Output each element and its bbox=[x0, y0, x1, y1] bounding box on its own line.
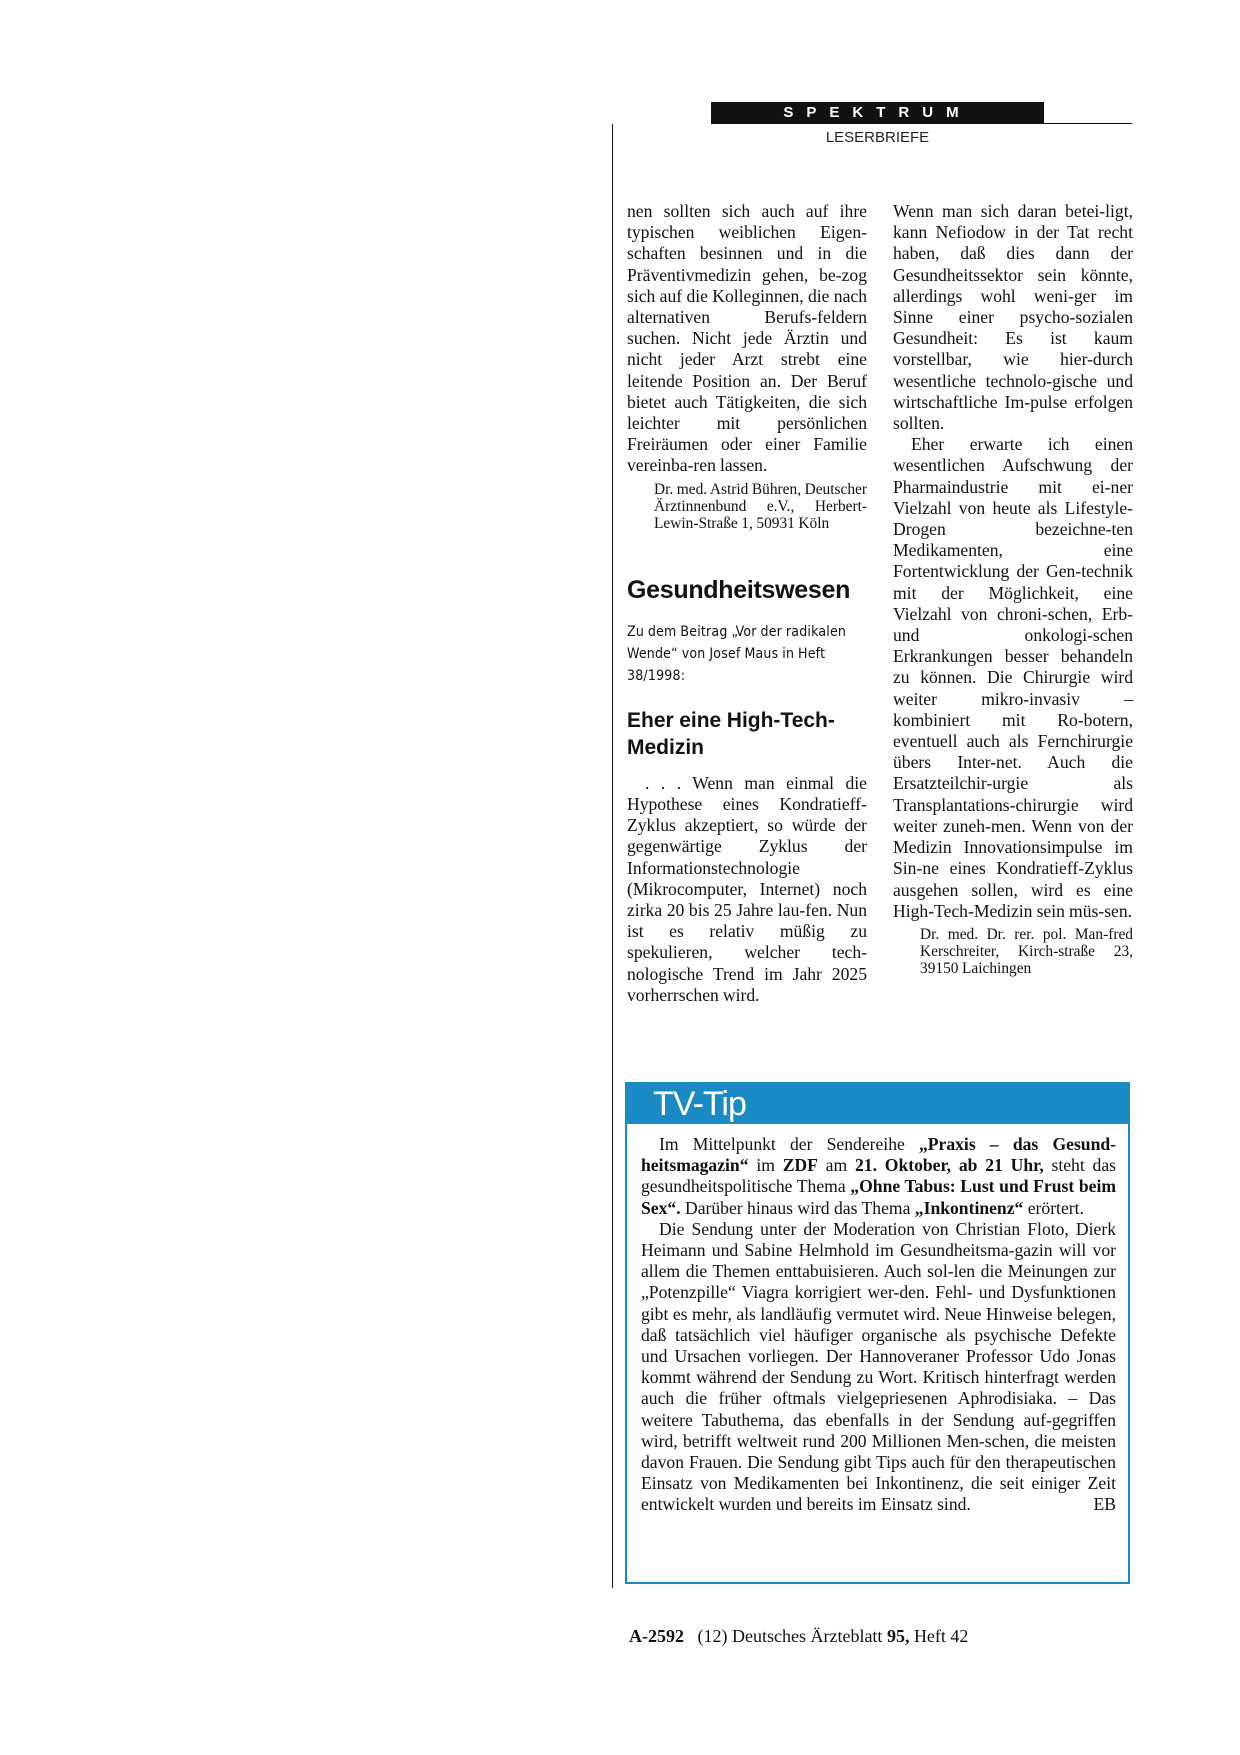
section-header-bar: SPEKTRUM bbox=[711, 102, 1044, 123]
text-run: Darüber hinaus wird das Thema bbox=[680, 1197, 915, 1218]
broadcast-time: 21. Oktober, ab 21 Uhr, bbox=[854, 1155, 1044, 1176]
author-initials: EB bbox=[1093, 1494, 1116, 1515]
letter-body-text: . . . Wenn man einmal die Hypothese eines Kondratieff-Zyklus akzeptiert, so würde der gegenwärtige Zyklus der Informationstechnologie (Mikrocomputer, Internet) noch zirka 20 bis 25 Jahre lau-fen. Nun ist es relativ müßig zu spekulieren, welcher tech-nologische Trend im Jahr 2025 vorherrschen wird. bbox=[627, 772, 867, 1005]
text-run: Im Mittelpunkt der Sendereihe bbox=[659, 1134, 919, 1154]
channel-name: ZDF bbox=[782, 1155, 818, 1176]
reference-note: Zu dem Beitrag „Vor der radikalen Wende“ von Josef Maus in Heft 38/1998: bbox=[627, 623, 847, 684]
journal-issue-suffix: Heft 42 bbox=[909, 1626, 969, 1646]
journal-volume: 95, bbox=[886, 1626, 910, 1646]
tv-tip-box bbox=[625, 1082, 1130, 1584]
letter-paragraph: Eher erwarte ich einen wesentlichen Aufschwung der Pharmaindustrie mit ei-ner Vielzahl von heute als Lifestyle-Drogen bezeichne-ten Medikamenten, eine Fortentwicklung der Gen-technik mit der Möglichkeit, eine Vielzahl von chroni-schen, Erb- und onkologi-schen Erkrankungen besser behandeln zu können. Die Chirurgie wird weiter mikro-invasiv – kombiniert mit Ro-botern, eventuell auch als Fernchirurgie übers Inter-net. Auch die Ersatzteilchir-urgie als Transplantations-chirurgie wird weiter zuneh-men. Wenn von der Medizin Innovationsimpulse im Sin-ne eines Kondratieff-Zyklus ausgehen sollen, wird es eine High-Tech-Medizin sein müs-sen. bbox=[893, 434, 1133, 921]
tv-tip-paragraph bbox=[641, 1134, 1116, 1219]
letter-continuation-text: nen sollten sich auch auf ihre typischen weiblichen Eigen-schaften besinnen und in die Präventivmedizin gehen, be-zog sich auf die Kolleginnen, die nach alternativen Berufs-feldern suchen. Nicht jede Ärztin und nicht jeder Arzt strebt eine leitende Position an. Der Beruf bietet auch Tätigkeiten, die sich leichter mit persönlichen Freiräumen oder einer Familie vereinba-ren lassen. bbox=[627, 201, 867, 476]
section-heading: Gesundheitswesen bbox=[627, 575, 851, 604]
subsection-label: LESERBRIEFE bbox=[825, 129, 930, 146]
letter-signature: Dr. med. Dr. rer. pol. Man-fred Kerschreiter, Kirch-straße 23, 39150 Laichingen bbox=[920, 925, 1133, 977]
journal-issue-prefix: (12) Deutsches Ärzteblatt bbox=[697, 1626, 887, 1646]
letter-title: Eher eine High-Tech-Medizin bbox=[627, 708, 835, 759]
tv-tip-body bbox=[641, 1134, 1116, 1516]
topic-title: „Inkontinenz“ bbox=[914, 1197, 1024, 1218]
text-run: erörtert. bbox=[1023, 1197, 1084, 1218]
column-divider bbox=[612, 124, 613, 1588]
header-rule bbox=[711, 123, 1132, 124]
left-column bbox=[627, 201, 867, 1006]
tv-tip-paragraph bbox=[641, 1219, 1116, 1516]
text-run: im bbox=[748, 1155, 783, 1176]
text-run: am bbox=[817, 1155, 855, 1176]
text-run: steht das gesundheitspolitische Thema bbox=[641, 1155, 1116, 1197]
topic-title: „Ohne Tabus: Lust und Frust beim Sex“. bbox=[641, 1176, 1116, 1218]
tv-tip-header bbox=[627, 1084, 1128, 1124]
page-number: A-2592 bbox=[629, 1626, 684, 1646]
tv-tip-title: TV-Tip bbox=[653, 1085, 746, 1123]
letter-paragraph: Wenn man sich daran betei-ligt, kann Nefiodow in der Tat recht haben, daß dies dann der Gesundheitssektor sein könnte, allerdings wohl weni-ger im Sinne einer psycho-sozialen Gesundheit: Es ist kaum vorstellbar, wie hier-durch wesentliche technolo-gische und wirtschaftliche Im-pulse erfolgen sollten. bbox=[893, 201, 1133, 434]
page-footer bbox=[629, 1626, 968, 1647]
program-name: „Praxis – das Gesund-heitsmagazin“ bbox=[641, 1134, 1116, 1176]
letter-signature: Dr. med. Astrid Bühren, Deutscher Ärztinnenbund e.V., Herbert-Lewin-Straße 1, 50931 Köln bbox=[654, 480, 867, 532]
text-run: Die Sendung unter der Moderation von Christian Floto, Dierk Heimann und Sabine Helmhold im Gesundheitsma-gazin will vor allem die Themen enttabuisieren. Auch sol-len die Meinungen zur „Potenzpille“ Viagra korrigiert wer-den. Fehl- und Dysfunktionen gibt es mehr, als landläufig vermutet wird. Neue Hinweise belegen, daß tatsächlich viel häufiger organische als psychische Defekte und Ursachen vorliegen. Der Hannoveraner Professor Udo Jonas kommt während der Sendung zu Wort. Kritisch hinterfragt werden auch die früher oftmals vielgepriesenen Aphrodisiaka. – Das weitere Tabuthema, das ebenfalls in der Sendung auf-gegriffen wird, betrifft weltweit rund 200 Millionen Men-schen, die meisten davon Frauen. Die Sendung gibt Tips auch für den therapeutischen Einsatz von Medikamenten bei Inkontinenz, die seit einiger Zeit entwickelt wurden und bereits im Einsatz sind. bbox=[641, 1218, 1116, 1515]
right-column bbox=[893, 201, 1133, 977]
